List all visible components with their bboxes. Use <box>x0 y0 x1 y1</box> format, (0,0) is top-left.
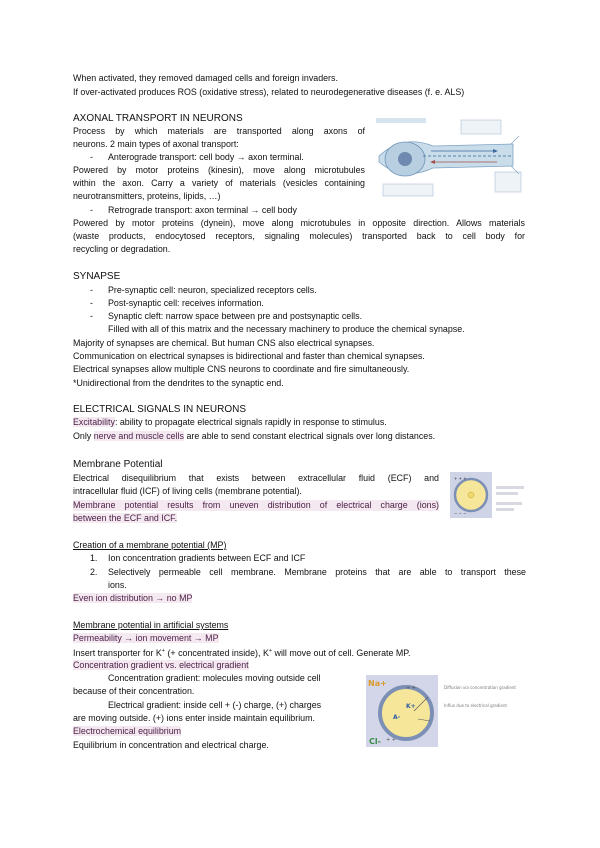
axonal-p7: (waste products, endocytosed receptors, signaling molecules) transported back to cell body for <box>73 231 525 241</box>
nucleus-shape <box>398 152 412 166</box>
creation-title: Creation of a membrane potential (MP) <box>73 540 227 550</box>
k-plus-sup: + <box>268 648 273 654</box>
potassium-label: K+ <box>406 703 416 710</box>
excitability-line <box>73 417 387 428</box>
synapse-bullet-3: Synaptic cleft: narrow space between pre and postsynaptic cells. <box>108 311 363 321</box>
figure-caption-bar-3 <box>496 502 522 505</box>
nerve-muscle-term: nerve and muscle cells <box>93 431 184 441</box>
creation-num-1: 1. <box>90 553 98 563</box>
bullet: - <box>90 311 93 321</box>
svg-text:− − −: − − − <box>454 511 467 516</box>
membrane-p2: intracellular fluid (ICF) of living cells (membrane potential). <box>73 486 302 496</box>
excitability-term: Excitability <box>73 417 115 427</box>
conc-vs-elec: Concentration gradient vs. electrical gradient <box>73 660 249 670</box>
nerve-muscle-prefix: Only <box>73 431 94 441</box>
membrane-potential-figure <box>450 472 528 518</box>
axonal-p3: Powered by motor proteins (kinesin), move along microtubules <box>73 165 365 175</box>
permeability: Permeability → ion movement → MP <box>73 633 219 643</box>
neuron-transport-figure <box>373 116 525 204</box>
membrane-title: Membrane Potential <box>73 459 163 470</box>
elec-gradient-1: Electrical gradient: inside cell + (-) charge, (+) charges <box>108 700 322 710</box>
nerve-muscle-line <box>73 431 435 442</box>
ion-gradient-figure <box>366 675 536 747</box>
influx-caption: Influx due to electrical gradient <box>444 703 507 708</box>
insert-text-b: (+ concentrated inside), K <box>165 647 269 658</box>
even-distribution: Even ion distribution → no MP <box>73 593 193 603</box>
electrical-title: ELECTRICAL SIGNALS IN NEURONS <box>73 404 247 415</box>
artificial-title: Membrane potential in artificial systems <box>73 620 229 630</box>
synapse-bullet-3-cont: Filled with all of this matrix and the necessary machinery to produce the chemical synapse. <box>108 324 465 334</box>
insert-text-a: Insert transporter for K <box>73 647 162 658</box>
creation-num-2: 2. <box>90 567 98 577</box>
axonal-p2: neurons. 2 main types of axonal transport: <box>73 139 239 149</box>
svg-text:+ +: + + <box>386 737 396 743</box>
cell-shape <box>380 687 432 739</box>
diffusion-caption: Diffusion via concentration gradient <box>444 685 516 690</box>
svg-text:+ + +: + + + <box>454 476 467 481</box>
nerve-muscle-suffix: are able to send constant electrical signals over long distances. <box>184 431 436 441</box>
synapse-title: SYNAPSE <box>73 271 121 282</box>
insert-transporter-line <box>73 646 411 659</box>
elec-gradient-2: are moving outside. (+) ions enter inside maintain equilibrium. <box>73 713 315 723</box>
figure-caption-bar-2 <box>496 492 518 495</box>
k-plus-sup: + <box>161 648 166 654</box>
axonal-p8: recycling or degradation. <box>73 244 171 254</box>
intro-line-1: When activated, they removed damaged cells and foreign invaders. <box>73 73 338 83</box>
conc-vs-elec-line <box>73 660 249 671</box>
synapse-line-4: *Unidirectional from the dendrites to the synaptic end. <box>73 378 284 388</box>
synapse-line-1: Majority of synapses are chemical. But human CNS also electrical synapses. <box>73 338 375 348</box>
creation-item-2b: ions. <box>108 580 127 590</box>
axonal-bullet-2: Retrograde transport: axon terminal → cell body <box>108 205 297 215</box>
anion-label: A- <box>393 714 401 721</box>
membrane-highlight-2-line <box>73 513 177 524</box>
axonal-p4: within the axon. Carry a variety of materials (vesicles containing <box>73 178 365 188</box>
conc-gradient-1: Concentration gradient: molecules moving outside cell <box>108 673 321 683</box>
figure-callout-top <box>461 120 501 134</box>
axonal-p6: Powered by motor proteins (dynein), move along microtubules in opposite direction. Allows materials <box>73 218 525 228</box>
figure-callout-bottom <box>383 184 433 196</box>
figure-caption-bar-4 <box>496 508 514 511</box>
membrane-highlight-1: Membrane potential results from uneven distribution of electrical charge (ions) <box>73 500 439 510</box>
bullet: - <box>90 285 93 295</box>
bullet: - <box>90 152 93 162</box>
electrochemical-title: Electrochemical equilibrium <box>73 726 182 736</box>
electrochemical-title-line <box>73 726 181 737</box>
intro-line-2: If over-activated produces ROS (oxidative stress), related to neurodegenerative diseases (f. e. ALS) <box>73 87 465 97</box>
bullet: - <box>90 205 93 215</box>
synapse-bullet-1: Pre-synaptic cell: neuron, specialized receptors cells. <box>108 285 317 295</box>
even-distribution-line <box>73 593 192 604</box>
bullet: - <box>90 298 93 308</box>
chloride-label: Cl- <box>369 737 381 746</box>
svg-text:+ +: + + <box>406 685 416 691</box>
synapse-line-3: Electrical synapses allow multiple CNS neurons to coordinate and fire simultaneously. <box>73 364 410 374</box>
electrochemical-text: Equilibrium in concentration and electrical charge. <box>73 740 269 750</box>
permeability-line <box>73 633 219 644</box>
figure-callout-right <box>495 172 521 192</box>
creation-item-1: Ion concentration gradients between ECF and ICF <box>108 553 306 563</box>
synapse-bullet-2: Post-synaptic cell: receives information. <box>108 298 264 308</box>
creation-item-2a: Selectively permeable cell membrane. Membrane proteins that are able to transport these <box>108 567 526 577</box>
axonal-title: AXONAL TRANSPORT IN NEURONS <box>73 113 243 124</box>
axonal-p1: Process by which materials are transported along axons of <box>73 126 365 136</box>
conc-gradient-2: because of their concentration. <box>73 686 195 696</box>
axonal-p5: neurotransmitters, proteins, lipids, …) <box>73 191 221 201</box>
excitability-definition: : ability to propagate electrical signals rapidly in response to stimulus. <box>114 417 387 427</box>
sodium-label: Na+ <box>368 679 387 688</box>
figure-caption-bar-1 <box>496 486 524 489</box>
membrane-highlight-2: between the ECF and ICF. <box>73 513 178 523</box>
figure-label-bar <box>376 118 426 123</box>
synapse-line-2: Communication on electrical synapses is bidirectional and faster than chemical synapses. <box>73 351 425 361</box>
axonal-bullet-1: Anterograde transport: cell body → axon terminal. <box>108 152 304 162</box>
membrane-p1: Electrical disequilibrium that exists between extracellular fluid (ECF) and <box>73 473 439 483</box>
insert-text-c: will move out of cell. Generate MP. <box>272 647 411 658</box>
